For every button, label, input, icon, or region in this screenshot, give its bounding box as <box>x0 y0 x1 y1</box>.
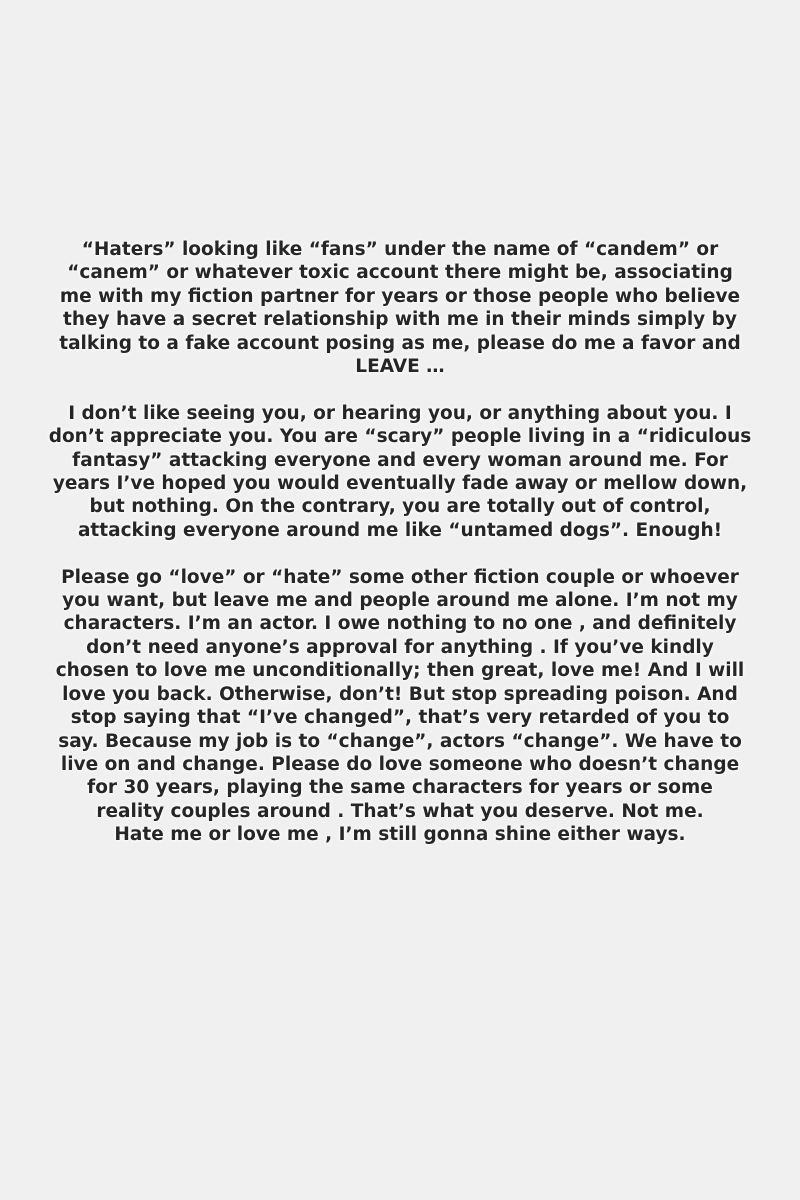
text-line: attacking everyone around me like “untamed dogs”. Enough! <box>77 519 723 541</box>
paragraph-1 <box>40 238 760 378</box>
text-line: I don’t like seeing you, or hearing you, or anything about you. I <box>68 402 732 424</box>
paragraph-2 <box>40 402 760 542</box>
text-line: “canem” or whatever toxic account there might be, associating <box>67 262 733 284</box>
text-line: love you back. Otherwise, don’t! But stop spreading poison. And <box>62 683 738 705</box>
text-line: years I’ve hoped you would eventually fade away or mellow down, <box>52 473 748 495</box>
statement-text <box>40 238 760 847</box>
text-line: for 30 years, playing the same characters for years or some <box>87 777 713 799</box>
text-line: live on and change. Please do love someone who doesn’t change <box>60 753 740 775</box>
text-line: LEAVE … <box>355 356 445 378</box>
text-line: Hate me or love me , I’m still gonna shine either ways. <box>114 824 686 846</box>
text-line: stop saying that “I’ve changed”, that’s very retarded of you to <box>70 707 730 729</box>
text-line: they have a secret relationship with me in their minds simply by <box>62 309 737 331</box>
text-line: chosen to love me unconditionally; then great, love me! And I will <box>55 660 745 682</box>
text-line: “Haters” looking like “fans” under the name of “candem” or <box>81 239 719 260</box>
text-line: talking to a fake account posing as me, please do me a favor and <box>59 332 741 354</box>
text-line: you want, but leave me and people around me alone. I’m not my <box>62 590 738 612</box>
text-line: don’t appreciate you. You are “scary” people living in a “ridiculous <box>48 426 752 448</box>
text-line: Please go “love” or “hate” some other fiction couple or whoever <box>61 566 739 588</box>
text-line: say. Because my job is to “change”, actors “change”. We have to <box>58 730 742 752</box>
text-line: fantasy” attacking everyone and every woman around me. For <box>72 449 728 471</box>
text-line: but nothing. On the contrary, you are totally out of control, <box>89 496 711 518</box>
text-line: characters. I’m an actor. I owe nothing to no one , and definitely <box>63 613 737 635</box>
text-line: reality couples around . That’s what you deserve. Not me. <box>96 800 704 822</box>
text-line: don’t need anyone’s approval for anything . If you’ve kindly <box>86 636 714 658</box>
text-line: me with my fiction partner for years or those people who believe <box>59 285 741 307</box>
paragraph-3 <box>40 566 760 847</box>
